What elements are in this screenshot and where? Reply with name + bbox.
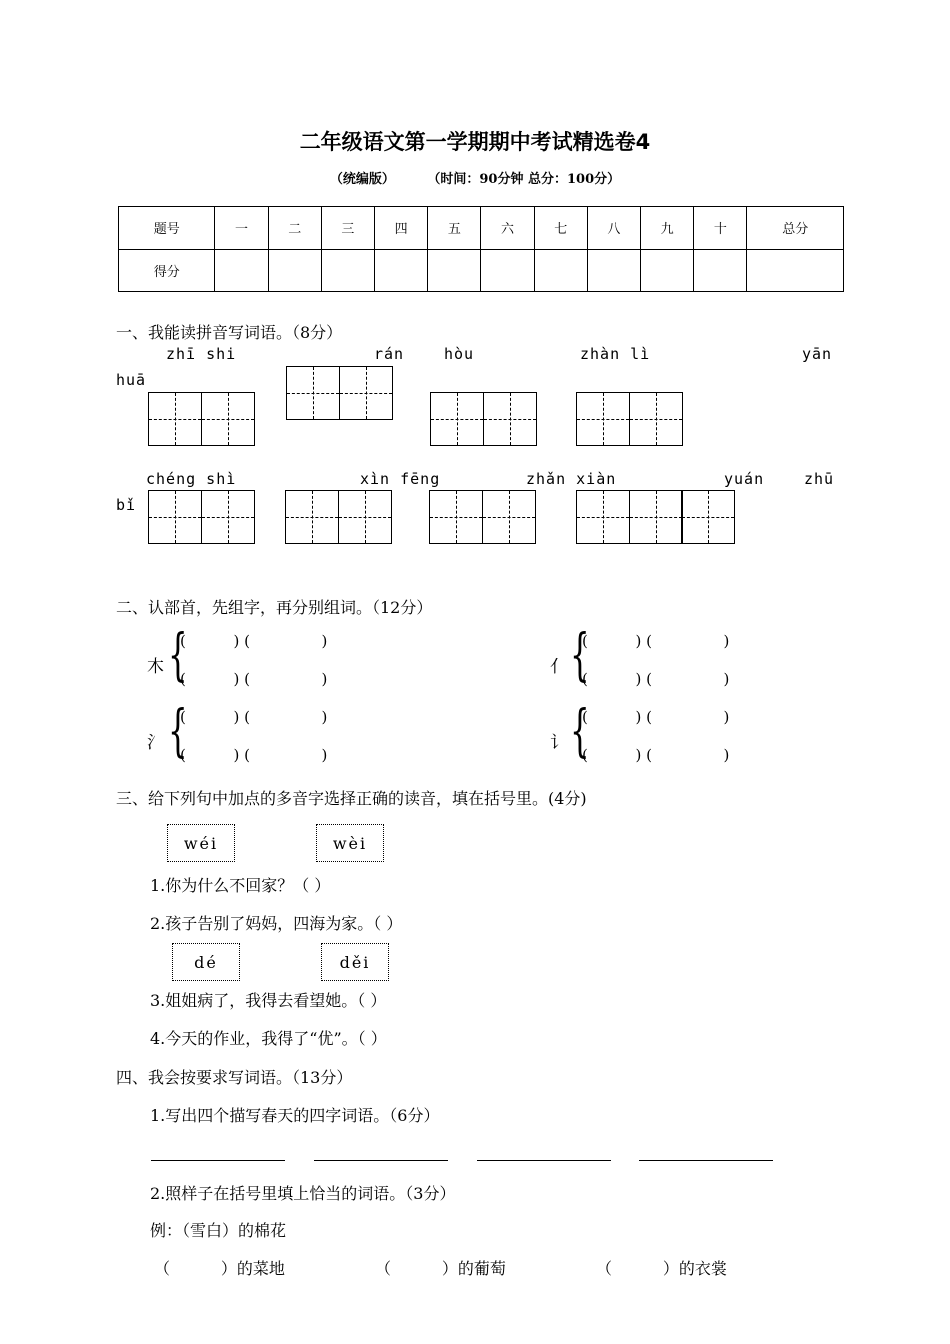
q4-sub1: 1.写出四个描写春天的四字词语。（6分） [150,1106,440,1125]
pinyin: bǐ [116,496,137,514]
subtitle [0,168,950,187]
brace: { [570,623,590,688]
header-cell: 七 [534,207,587,250]
brace: { [570,699,590,764]
edition: （统编版） [329,172,395,187]
q3-item: 3.姐姐病了，我得去看望她。（ ） [150,991,387,1010]
header-cell: 题号 [119,207,215,250]
page-title: 二年级语文第一学期期中考试精选卷4 [299,130,651,154]
writing-grid[interactable] [148,392,255,446]
answer-blank[interactable]: ( ) ( ) [180,632,328,650]
example: 例：（雪白）的棉花 [150,1221,287,1240]
answer-blank[interactable]: ( ) ( ) [582,670,730,688]
writing-grid[interactable] [576,392,683,446]
header-cell: 八 [587,207,640,250]
pinyin-option-box: wéi [167,824,235,862]
q4-heading: 四、我会按要求写词语。（13分） [116,1068,353,1087]
q3-item: 1.你为什么不回家？（ ） [150,876,331,895]
radical: 氵 [147,733,164,753]
pinyin: hòu [444,345,475,363]
answer-line[interactable] [151,1160,285,1161]
pinyin: yuán [724,470,765,488]
writing-grid[interactable] [285,490,392,544]
header-cell: 二 [268,207,321,250]
writing-grid[interactable] [429,490,536,544]
exam-info: （时间：90分钟 总分：100分） [427,172,621,187]
header-cell: 总分 [747,207,844,250]
score-cell[interactable] [268,249,321,292]
row-label: 得分 [119,249,215,292]
brace: { [168,699,188,764]
score-cell[interactable] [694,249,747,292]
score-cell[interactable] [215,249,268,292]
fill-item[interactable]: （ ）的菜地 [154,1259,285,1278]
header-cell: 五 [428,207,481,250]
pinyin: xìn fēng [360,470,441,488]
answer-line[interactable] [477,1160,611,1161]
pinyin: huā [116,371,147,389]
writing-grid[interactable] [430,392,537,446]
answer-blank[interactable]: ( ) ( ) [180,708,328,726]
score-cell[interactable] [481,249,534,292]
header-cell: 四 [375,207,428,250]
pinyin: yān [802,345,833,363]
pinyin: zhī shi [166,345,237,363]
header-cell: 一 [215,207,268,250]
answer-blank[interactable]: ( ) ( ) [180,670,328,688]
answer-line[interactable] [314,1160,448,1161]
radical: 木 [147,657,164,677]
score-cell[interactable] [321,249,374,292]
header-cell: 六 [481,207,534,250]
header-cell: 三 [321,207,374,250]
score-cell[interactable] [747,249,844,292]
score-cell[interactable] [428,249,481,292]
pinyin-option-box: wèi [316,824,384,862]
writing-grid[interactable] [286,366,393,420]
writing-grid[interactable] [576,490,735,544]
pinyin-option-box: děi [321,943,389,981]
q3-item: 2.孩子告别了妈妈，四海为家。（ ） [150,914,403,933]
brace: { [168,623,188,688]
answer-blank[interactable]: ( ) ( ) [582,746,730,764]
writing-grid[interactable] [148,490,255,544]
q3-item: 4.今天的作业，我得了“优”。（ ） [150,1029,387,1048]
score-header-row [119,207,844,250]
q3-heading: 三、给下列句中加点的多音字选择正确的读音，填在括号里。(4分) [116,789,587,808]
answer-blank[interactable]: ( ) ( ) [582,632,730,650]
fill-item[interactable]: （ ）的葡萄 [375,1259,506,1278]
header-cell: 十 [694,207,747,250]
score-cell[interactable] [534,249,587,292]
q4-sub2: 2.照样子在括号里填上恰当的词语。（3分） [150,1184,456,1203]
answer-blank[interactable]: ( ) ( ) [180,746,328,764]
pinyin: zhàn lì [580,345,651,363]
pinyin: zhǎn xiàn [526,470,617,488]
radical: 讠 [550,733,567,753]
fill-item[interactable]: （ ）的衣裳 [596,1259,727,1278]
score-row [119,249,844,292]
pinyin: chéng shì [146,470,237,488]
q2-heading: 二、认部首，先组字，再分别组词。（12分） [116,598,433,617]
score-cell[interactable] [641,249,694,292]
pinyin: zhū [804,470,835,488]
pinyin-option-box: dé [172,943,240,981]
answer-line[interactable] [639,1160,773,1161]
header-cell: 九 [641,207,694,250]
q1-heading: 一、我能读拼音写词语。（8分） [116,323,343,342]
pinyin: rán [374,345,405,363]
answer-blank[interactable]: ( ) ( ) [582,708,730,726]
radical: 亻 [550,657,567,677]
score-cell[interactable] [375,249,428,292]
score-table [118,206,844,292]
score-cell[interactable] [587,249,640,292]
